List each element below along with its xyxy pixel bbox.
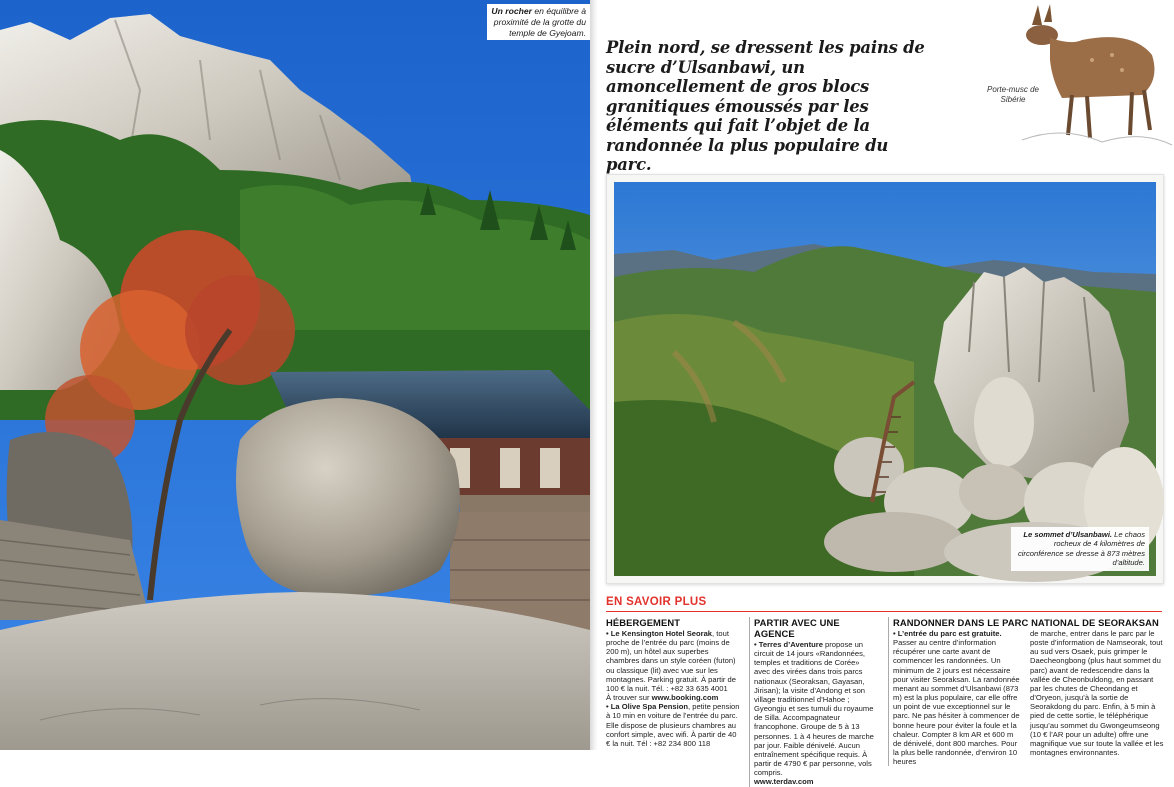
ulsanbawi-photo <box>614 182 1156 576</box>
booking-prefix: À trouver sur <box>606 693 652 703</box>
caption-bold: Un rocher <box>491 6 532 16</box>
caption-text: en équilibre à proximité de la grotte du temple de Gyejoam. <box>493 6 586 38</box>
ulsanbawi-photo-frame <box>606 174 1164 584</box>
photo-caption-right <box>1011 527 1149 571</box>
olive-spa-name: • La Olive Spa Pension <box>606 702 688 712</box>
olive-spa-pension <box>606 702 742 748</box>
section-rule <box>606 611 1162 612</box>
booking-link[interactable]: www.booking.com <box>651 693 719 703</box>
column-agence <box>749 617 877 787</box>
hotel-kensington-name: • Le Kensington Hotel Seorak <box>606 629 713 638</box>
lead-paragraph: Plein nord, se dressent les pains de sucre d’Ulsanbawi, un amoncellement de gros blocs granitiques émoussés par les éléments qui fait l’objet de la randonnée la plus populaire du parc. <box>606 38 925 174</box>
column-title-hebergement: HÉBERGEMENT <box>606 617 681 628</box>
temple-rock-photo <box>0 0 590 750</box>
column-hebergement <box>606 617 742 748</box>
column-title-agence: PARTIR AVEC UNE AGENCE <box>754 617 840 639</box>
terdav-link[interactable]: www.terdav.com <box>754 777 814 787</box>
section-title-en-savoir-plus: EN SAVOIR PLUS <box>606 596 707 608</box>
terres-aventure-name: • Terres d’Aventure <box>754 640 823 649</box>
photo-caption-bold: Le sommet d’Ulsanbawi. <box>1023 529 1113 539</box>
terres-aventure-text: propose un circuit de 14 jours «Randonnées, temples et traditions de Corée» avec des virées dans trois parcs nationaux (Seoraksan, Gayasan, Jirisan); la visite d’Andong et son village traditionnel d’Hahoe ; Gyeongju et ses tumuli du royaume de Silla. Accompagnateur francophone. Groupe de 5 à 13 personnes. 1 à 4 heures de marche par jour. Faible dénivelé. Aucun entraînement spécifique requis. À partir de 4790 € par personne, vols compris. <box>754 640 874 778</box>
hotel-kensington <box>606 629 742 702</box>
randonner-text-1-body: Passer au centre d’information récupérer une carte avant de commencer les randonnées. Un minimum de 2 jours est nécessaire pour visiter Seoraksan. La randonnée menant au sommet d’Ulsanbawi (873 m) est la plus populaire, car elle offre un point de vue exceptionnel sur le parc. Ne pas hésiter à commencer de bonne heure pour éviter la foule et la chaleur. Compter 8 km AR et 600 m de dénivelé, dont 800 marches. Pour la plus belle randonnée, d’environ 10 heures <box>893 638 1020 767</box>
deer-caption: Porte-musc de Sibérie <box>986 85 1040 104</box>
photo-caption-left <box>487 4 590 40</box>
column-randonner-continued <box>1030 617 1164 757</box>
entree-gratuite: • L’entrée du parc est gratuite. <box>893 629 1002 638</box>
terres-aventure <box>754 640 877 787</box>
randonner-text-2: de marche, entrer dans le parc par le poste d’information de Namseorak, tout au sud vers Osaek, puis grimper le Daecheongbong (plus haut sommet du parc) avant de redescendre dans la vallée de Cheonbuldong, en passant par les chutes de Cheondang et d’Oryeon, jusqu’à la sortie de Seorakdong du parc. Enfin, à 5 min à pied de cette sortie, le téléphérique jusqu’au sommet du Gwongeumseong (10 € l’AR pour un adulte) offre une magnifique vue sur toute la vallée et les montagnes environnantes. <box>1030 629 1164 758</box>
hotel-kensington-text: , tout proche de l’entrée du parc (moins de 200 m), un hôtel aux superbes chambres dans un style coréen (futon) ou classique (lit) avec vue sur les montagnes. Parking gratuit. À partir de 100 € la nuit. Tél. : +82 33 635 4001 <box>606 629 737 693</box>
page-gutter <box>590 0 598 750</box>
photo-caption-text: Le chaos rocheux de 4 kilomètres de circonférence se dresse à 873 mètres d’altitude. <box>1017 529 1145 568</box>
randonner-text-1 <box>893 629 1022 766</box>
left-page-photo <box>0 0 590 750</box>
musk-deer-illustration <box>1002 0 1174 165</box>
olive-spa-text: , petite pension à 10 min en voiture de l’entrée du parc. Elle dispose de plusieurs chambres au confort simple, avec wifi. À partir de 40 € la nuit. Tél : +82 234 800 118 <box>606 702 740 748</box>
column-title-randonner: RANDONNER DANS LE PARC NATIONAL DE SEORAKSAN <box>893 617 1159 628</box>
right-page <box>598 0 1174 787</box>
